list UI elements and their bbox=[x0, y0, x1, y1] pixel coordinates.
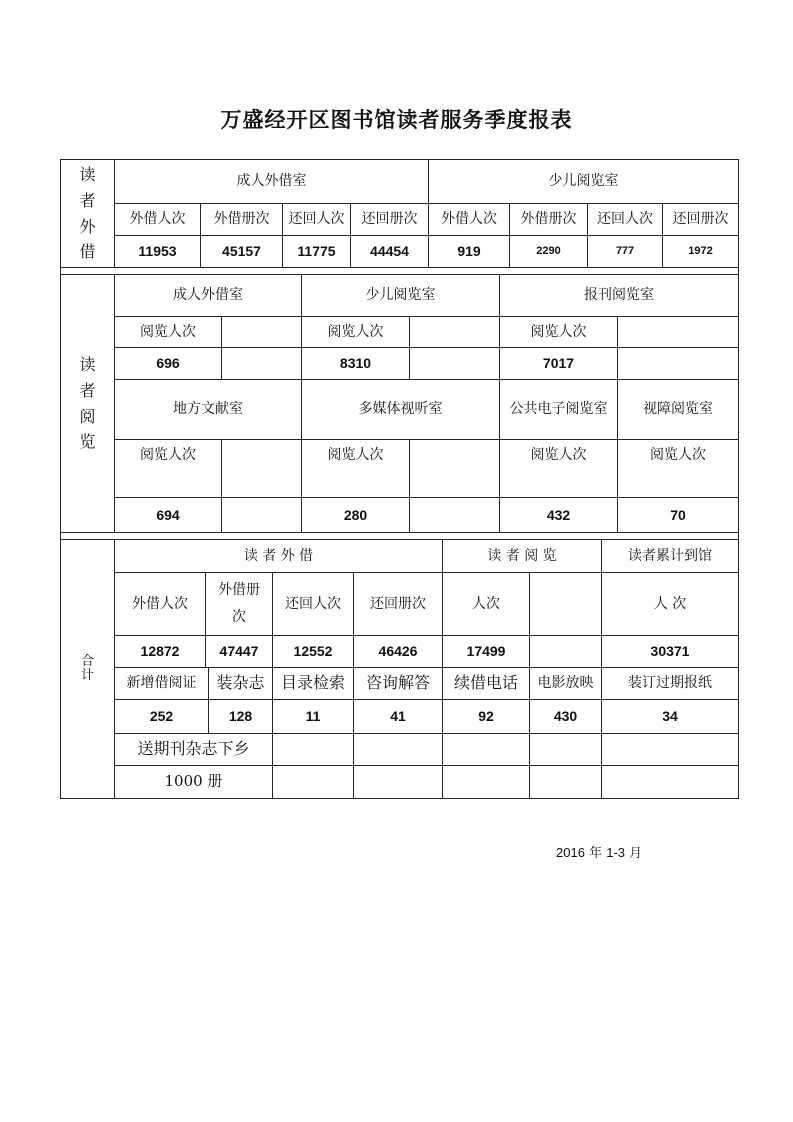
service-value-3: 41 bbox=[353, 699, 443, 734]
lending-section-label: 读 者 外 借 bbox=[60, 159, 115, 268]
service-label-1: 装杂志 bbox=[208, 667, 273, 700]
reading-label-bottom-3: 阅览人次 bbox=[617, 439, 739, 498]
empty-cell bbox=[601, 765, 739, 799]
service-label-4: 续借电话 bbox=[442, 667, 530, 700]
lending-header-1: 外借册次 bbox=[200, 203, 283, 236]
reading-label-top-1: 阅览人次 bbox=[301, 316, 410, 348]
lending-value-3: 44454 bbox=[350, 235, 429, 268]
totals-group-reading: 读 者 阅 览 bbox=[442, 539, 602, 573]
service-label-3: 咨询解答 bbox=[353, 667, 443, 700]
empty-cell bbox=[409, 347, 500, 380]
reading-value-top-2: 7017 bbox=[499, 347, 618, 380]
reading-room-bottom-3: 视障阅览室 bbox=[617, 379, 739, 440]
empty-cell bbox=[442, 733, 530, 766]
reading-label-top-2: 阅览人次 bbox=[499, 316, 618, 348]
reading-label-bottom-2: 阅览人次 bbox=[499, 439, 618, 498]
totals-value-4: 17499 bbox=[442, 635, 530, 668]
empty-cell bbox=[221, 347, 302, 380]
service-value-1: 128 bbox=[208, 699, 273, 734]
lending-header-0: 外借人次 bbox=[114, 203, 201, 236]
empty-cell bbox=[409, 316, 500, 348]
empty-cell bbox=[409, 439, 500, 498]
lending-header-6: 还回人次 bbox=[587, 203, 663, 236]
totals-value-1: 47447 bbox=[205, 635, 273, 668]
empty-cell bbox=[617, 316, 739, 348]
totals-value-0: 12872 bbox=[114, 635, 206, 668]
empty-cell bbox=[353, 733, 443, 766]
lending-value-1: 45157 bbox=[200, 235, 283, 268]
totals-section-label: 合 计 bbox=[60, 539, 115, 799]
reading-room-bottom-2: 公共电子阅览室 bbox=[499, 379, 618, 440]
lending-value-2: 11775 bbox=[282, 235, 351, 268]
empty-cell bbox=[221, 439, 302, 498]
lending-value-4: 919 bbox=[428, 235, 510, 268]
totals-header-0: 外借人次 bbox=[114, 572, 206, 636]
delivery-label: 送期刊杂志下乡 bbox=[114, 733, 273, 766]
delivery-value: 1000 册 bbox=[114, 765, 273, 799]
service-label-6: 装订过期报纸 bbox=[601, 667, 739, 700]
totals-group-lending: 读 者 外 借 bbox=[114, 539, 443, 573]
empty-cell bbox=[221, 497, 302, 533]
totals-header-3: 还回册次 bbox=[353, 572, 443, 636]
reading-value-bottom-2: 432 bbox=[499, 497, 618, 533]
lending-room-children: 少儿阅览室 bbox=[428, 159, 739, 204]
service-value-4: 92 bbox=[442, 699, 530, 734]
empty-cell bbox=[221, 316, 302, 348]
lending-room-adult: 成人外借室 bbox=[114, 159, 429, 204]
reading-label-bottom-1: 阅览人次 bbox=[301, 439, 410, 498]
totals-header-1: 外借册 次 bbox=[205, 572, 273, 636]
service-value-2: 11 bbox=[272, 699, 354, 734]
service-value-0: 252 bbox=[114, 699, 209, 734]
totals-header-5: 人 次 bbox=[601, 572, 739, 636]
service-value-6: 34 bbox=[601, 699, 739, 734]
report-year: 2016 bbox=[556, 845, 585, 860]
totals-value-3: 46426 bbox=[353, 635, 443, 668]
lending-value-5: 2290 bbox=[509, 235, 588, 268]
lending-header-7: 还回册次 bbox=[662, 203, 739, 236]
reading-room-top-2: 报刊阅览室 bbox=[499, 274, 739, 317]
totals-value-2: 12552 bbox=[272, 635, 354, 668]
lending-header-3: 还回册次 bbox=[350, 203, 429, 236]
reading-room-bottom-1: 多媒体视听室 bbox=[301, 379, 500, 440]
service-label-2: 目录检索 bbox=[272, 667, 354, 700]
empty-cell bbox=[442, 765, 530, 799]
report-months: 1-3 bbox=[606, 845, 626, 860]
reading-value-top-1: 8310 bbox=[301, 347, 410, 380]
empty-cell bbox=[529, 635, 602, 668]
reading-section-label: 读 者 阅 览 bbox=[60, 274, 115, 533]
reading-value-bottom-3: 70 bbox=[617, 497, 739, 533]
totals-group-visits: 读者累计到馆 bbox=[601, 539, 739, 573]
totals-value-5: 30371 bbox=[601, 635, 739, 668]
lending-header-5: 外借册次 bbox=[509, 203, 588, 236]
lending-value-0: 11953 bbox=[114, 235, 201, 268]
reading-value-bottom-1: 280 bbox=[301, 497, 410, 533]
lending-value-6: 777 bbox=[587, 235, 663, 268]
service-value-5: 430 bbox=[529, 699, 602, 734]
report-title: 万盛经开区图书馆读者服务季度报表 bbox=[220, 107, 573, 132]
reading-room-top-0: 成人外借室 bbox=[114, 274, 302, 317]
month-unit: 月 bbox=[629, 846, 643, 861]
empty-cell bbox=[529, 733, 602, 766]
empty-cell bbox=[529, 572, 602, 636]
empty-cell bbox=[272, 733, 354, 766]
lending-header-4: 外借人次 bbox=[428, 203, 510, 236]
totals-header-4: 人次 bbox=[442, 572, 530, 636]
empty-cell bbox=[409, 497, 500, 533]
reading-room-bottom-0: 地方文献室 bbox=[114, 379, 302, 440]
empty-cell bbox=[601, 733, 739, 766]
empty-cell bbox=[529, 765, 602, 799]
lending-value-7: 1972 bbox=[662, 235, 739, 268]
empty-cell bbox=[272, 765, 354, 799]
reading-label-bottom-0: 阅览人次 bbox=[114, 439, 222, 498]
year-unit: 年 bbox=[589, 846, 603, 861]
reading-value-bottom-0: 694 bbox=[114, 497, 222, 533]
report-period bbox=[556, 842, 642, 861]
service-label-5: 电影放映 bbox=[529, 667, 602, 700]
totals-header-2: 还回人次 bbox=[272, 572, 354, 636]
reading-room-top-1: 少儿阅览室 bbox=[301, 274, 500, 317]
empty-cell bbox=[353, 765, 443, 799]
reading-value-top-0: 696 bbox=[114, 347, 222, 380]
service-label-0: 新增借阅证 bbox=[114, 667, 209, 700]
empty-cell bbox=[617, 347, 739, 380]
lending-header-2: 还回人次 bbox=[282, 203, 351, 236]
reading-label-top-0: 阅览人次 bbox=[114, 316, 222, 348]
